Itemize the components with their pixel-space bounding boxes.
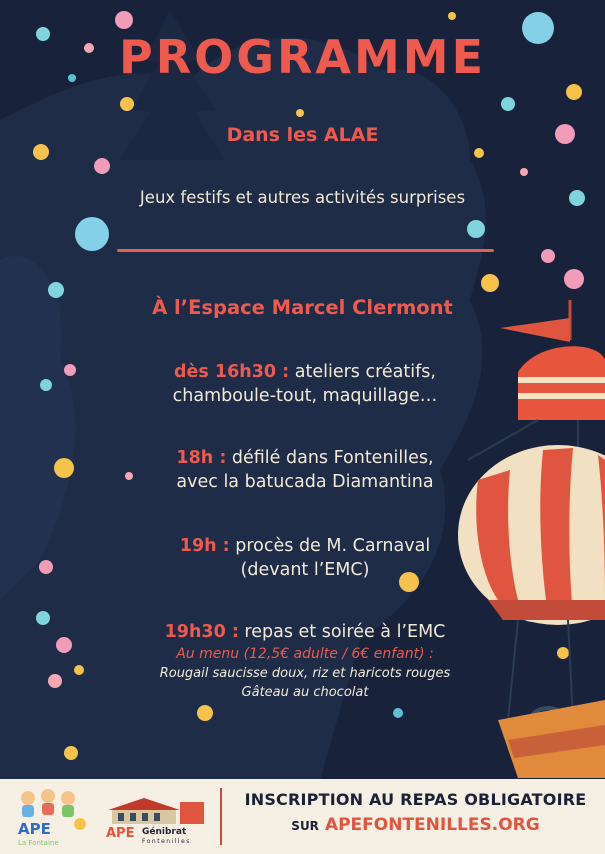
divider-line bbox=[117, 249, 494, 252]
schedule-time: 19h30 : bbox=[164, 622, 239, 642]
logo-left-sub: La Fontaine bbox=[18, 839, 59, 847]
schedule-text-line2: (devant l’EMC) bbox=[240, 560, 370, 580]
subtitle: Dans les ALAE bbox=[226, 124, 379, 146]
poster-title: PROGRAMME bbox=[119, 30, 486, 84]
logo-right-sub: Fontenilles bbox=[142, 838, 191, 845]
schedule-item bbox=[90, 360, 520, 408]
schedule-text-line2: chamboule-tout, maquillage… bbox=[172, 386, 438, 406]
schedule-text: défilé dans Fontenilles, bbox=[226, 448, 434, 468]
schedule-text: procès de M. Carnaval bbox=[229, 536, 431, 556]
venue-heading: À l’Espace Marcel Clermont bbox=[152, 296, 453, 319]
schedule-text-line2: avec la batucada Diamantina bbox=[176, 472, 434, 492]
schedule-time: 18h : bbox=[176, 448, 227, 468]
schedule-time: dès 16h30 : bbox=[174, 362, 290, 382]
logo-right-name: Génibrat bbox=[142, 827, 187, 837]
menu-item: Gâteau au chocolat bbox=[241, 685, 369, 700]
footer-separator bbox=[220, 788, 222, 845]
schedule-item bbox=[90, 446, 520, 494]
schedule-time: 19h : bbox=[179, 536, 230, 556]
ape-la-fontaine-logo bbox=[14, 786, 94, 848]
website-line bbox=[226, 815, 605, 835]
registration-notice: INSCRIPTION AU REPAS OBLIGATOIRE bbox=[244, 790, 587, 809]
logo-left-main: APE bbox=[18, 820, 51, 838]
website-prefix: SUR bbox=[291, 819, 319, 833]
schedule-text: repas et soirée à l’EMC bbox=[238, 622, 446, 642]
schedule-text: ateliers créatifs, bbox=[289, 362, 436, 382]
ape-genibrat-logo bbox=[104, 790, 214, 846]
schedule-item bbox=[90, 620, 520, 702]
website-link[interactable]: APEFONTENILLES.ORG bbox=[324, 815, 540, 835]
tagline: Jeux festifs et autres activités surprises bbox=[139, 188, 466, 207]
menu-item: Rougail saucisse doux, riz et haricots rouges bbox=[159, 666, 451, 681]
schedule-item bbox=[90, 534, 520, 582]
menu-heading: Au menu (12,5€ adulte / 6€ enfant) : bbox=[176, 646, 434, 662]
logo-right-main: APE bbox=[106, 826, 135, 841]
